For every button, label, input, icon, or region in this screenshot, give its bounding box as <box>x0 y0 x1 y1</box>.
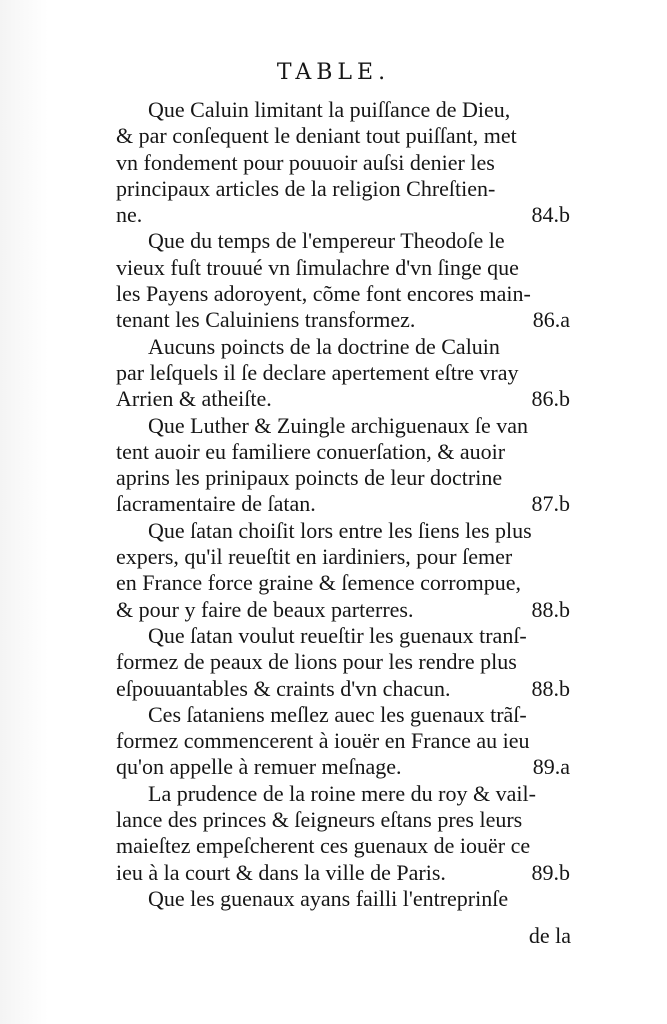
entry-text: expers, qu'il reueſtit en iardiniers, pour ſemer <box>116 544 513 570</box>
entry-line <box>116 176 578 202</box>
folio-reference: 88.b <box>531 675 570 701</box>
entry-text: Ces ſataniens meſlez auec les guenaux trãſ- <box>148 701 527 727</box>
entry-line <box>116 386 578 412</box>
entry-text: ſacramentaire de ſatan. <box>116 491 316 517</box>
entry-text: les Payens adoroyent, cõme font encores main- <box>116 281 531 307</box>
entry-line <box>116 334 578 360</box>
entry-text: La prudence de la roine mere du roy & vail- <box>148 780 536 806</box>
entry-line <box>116 623 578 649</box>
running-head: TABLE. <box>276 60 391 85</box>
entry-line <box>116 228 578 254</box>
entry-line <box>116 597 578 623</box>
entry-text: ne. <box>116 202 143 228</box>
catchword: de la <box>528 923 571 948</box>
table-entries <box>116 97 578 912</box>
entry-line <box>116 728 578 754</box>
entry-text: Que ſatan choiſit lors entre les ſiens les plus <box>148 517 532 543</box>
entry-text: ieu à la court & dans la ville de Paris. <box>116 859 446 885</box>
entry-line <box>116 97 578 123</box>
folio-reference: 89.a <box>532 754 570 780</box>
entry-text: Que les guenaux ayans failli l'entreprinſe <box>148 885 509 911</box>
entry-text: formez de peaux de lions pour les rendre plus <box>116 649 517 675</box>
entry-text: qu'on appelle à remuer meſnage. <box>116 754 402 780</box>
entry-text: tent auoir eu familiere conuerſation, & auoir <box>116 438 506 464</box>
entry-text: & pour y faire de beaux parterres. <box>116 596 414 622</box>
folio-reference: 88.b <box>531 596 570 622</box>
folio-reference: 89.b <box>531 859 570 885</box>
entry-line <box>116 281 578 307</box>
entry-line <box>116 676 578 702</box>
entry-text: par leſquels il ſe declare apertement eſtre vray <box>116 359 519 385</box>
entry-text: vieux fuſt trouué vn ſimulachre d'vn ſinge que <box>116 254 519 280</box>
entry-line <box>116 307 578 333</box>
entry-line <box>116 860 578 886</box>
entry-text: maieſtez empeſcherent ces guenaux de iouër ce <box>116 833 531 859</box>
entry-line <box>116 491 578 517</box>
entry-text: eſpouuantables & craints d'vn chacun. <box>116 675 451 701</box>
entry-line <box>116 570 578 596</box>
folio-reference: 84.b <box>531 202 570 228</box>
entry-text: Aucuns poincts de la doctrine de Caluin <box>148 333 500 359</box>
entry-line <box>116 518 578 544</box>
entry-line <box>116 413 578 439</box>
entry-line <box>116 544 578 570</box>
entry-text: Que du temps de l'empereur Theodoſe le <box>148 228 505 254</box>
entry-text: vn fondement pour pouuoir auſsi denier les <box>116 149 495 175</box>
entry-text: Que Luther & Zuingle archiguenaux ſe van <box>148 412 528 438</box>
entry-text: Que ſatan voulut reueſtir les guenaux tranſ- <box>148 622 527 648</box>
entry-line <box>116 202 578 228</box>
entry-text: lance des princes & ſeigneurs eſtans pres leurs <box>116 807 523 833</box>
entry-text: formez commencerent à iouër en France au ieu <box>116 728 530 754</box>
folio-reference: 86.b <box>531 386 570 412</box>
entry-line <box>116 360 578 386</box>
entry-line <box>116 255 578 281</box>
entry-line <box>116 754 578 780</box>
entry-line <box>116 781 578 807</box>
folio-reference: 87.b <box>531 491 570 517</box>
entry-text: Que Caluin limitant la puiſſance de Dieu, <box>148 97 511 122</box>
entry-line <box>116 465 578 491</box>
page-gutter-shadow <box>0 0 48 1024</box>
entry-line <box>116 439 578 465</box>
entry-text: principaux articles de la religion Chreſtien- <box>116 175 496 201</box>
entry-text: en France force graine & ſemence corrompue, <box>116 570 521 596</box>
entry-line <box>116 123 578 149</box>
entry-line <box>116 649 578 675</box>
entry-line <box>116 150 578 176</box>
entry-text: aprins les prinipaux poincts de leur doctrine <box>116 465 503 491</box>
entry-line <box>116 886 578 912</box>
entry-line <box>116 833 578 859</box>
entry-text: & par conſequent le deniant tout puiſſant, met <box>116 123 517 149</box>
entry-line <box>116 807 578 833</box>
entry-text: tenant les Caluiniens transformez. <box>116 307 416 333</box>
entry-line <box>116 702 578 728</box>
folio-reference: 86.a <box>532 307 570 333</box>
entry-text: Arrien & atheiſte. <box>116 386 272 412</box>
